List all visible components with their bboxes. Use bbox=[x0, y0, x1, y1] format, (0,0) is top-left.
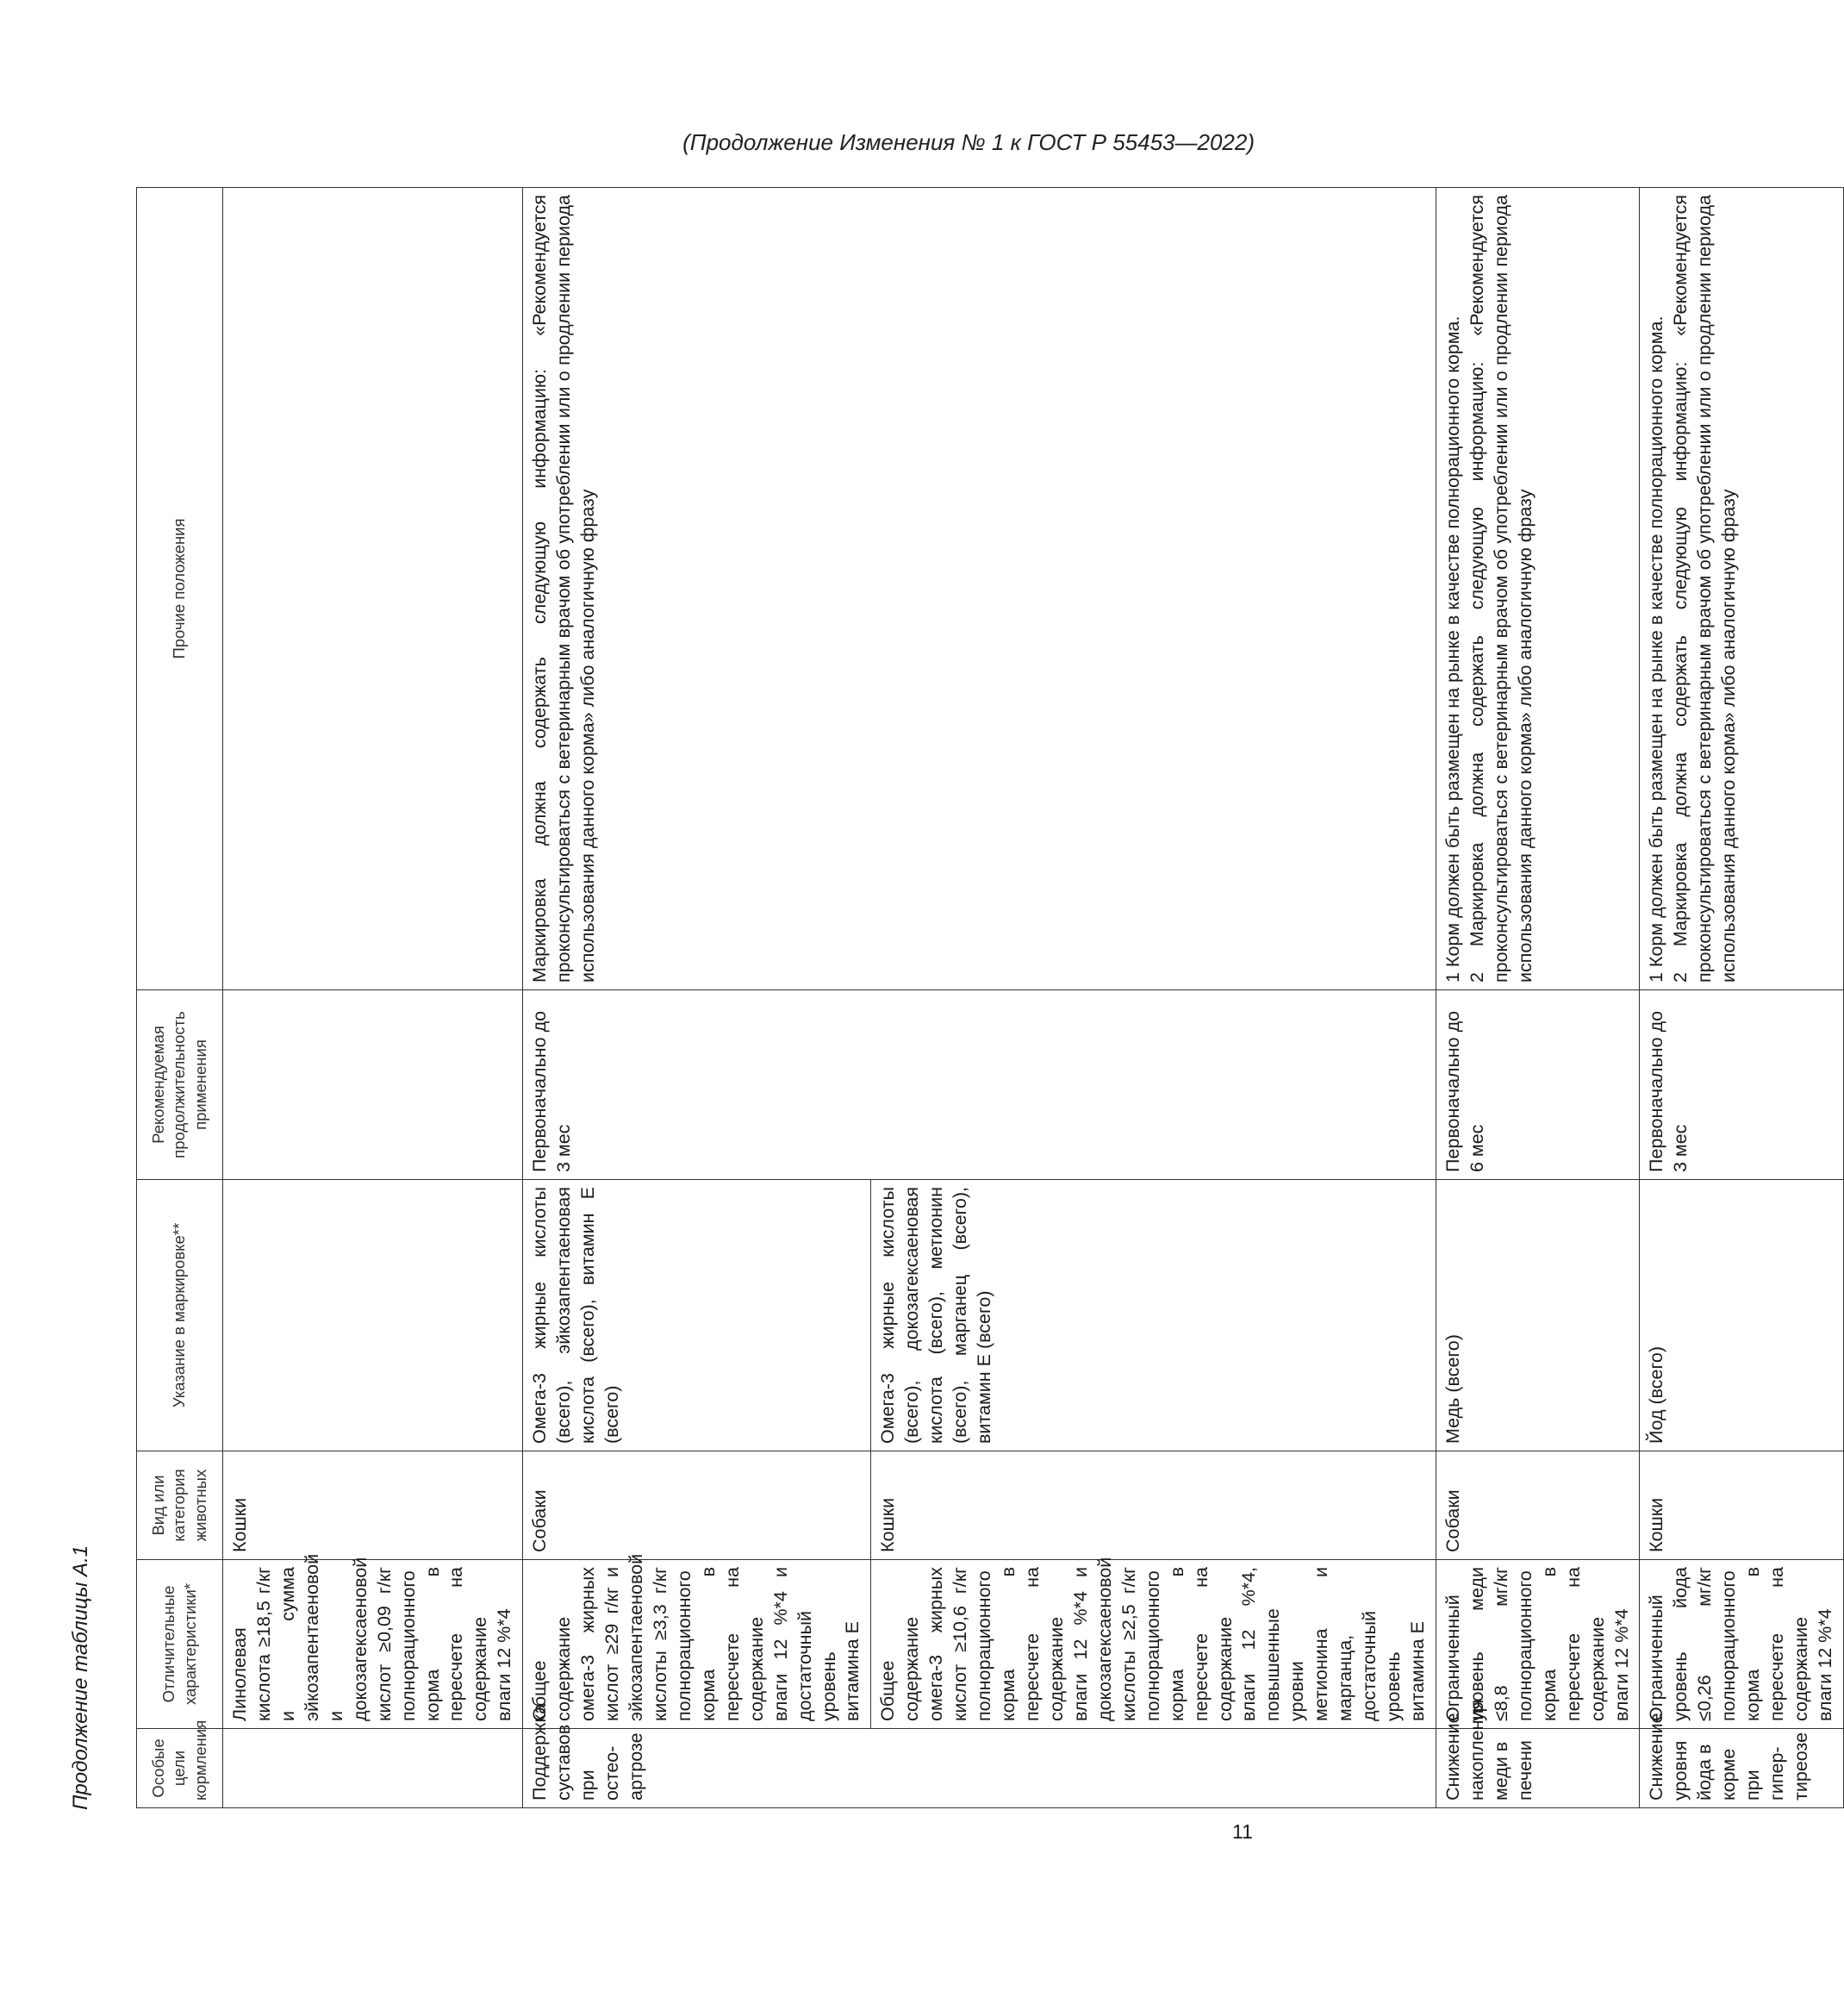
header-species: Вид или категория животных bbox=[137, 1451, 223, 1560]
table-container bbox=[136, 188, 1835, 1808]
cell-species: Кошки bbox=[1640, 1451, 1844, 1560]
header-purpose: Особые цели кормления bbox=[137, 1729, 223, 1808]
cell-purpose: Поддержка суставов при остео-артрозе bbox=[523, 1729, 1436, 1808]
cell-duration: Первоначально до 3 мес bbox=[1640, 990, 1844, 1180]
cell-labelling: Медь (всего) bbox=[1436, 1180, 1640, 1451]
cell-duration bbox=[223, 990, 523, 1180]
cell-purpose bbox=[223, 1729, 523, 1808]
header-labelling: Указание в маркировке** bbox=[137, 1180, 223, 1451]
cell-labelling: Омега-3 жирные кислоты (всего), докозагексаеновая кислота (всего), метионин (всего), марганец (всего), витамин Е (всего) bbox=[871, 1180, 1436, 1451]
cell-duration: Первоначально до 3 мес bbox=[523, 990, 1436, 1180]
table-caption: Продолжение таблицы А.1 bbox=[69, 1545, 92, 1810]
cell-labelling: Омега-3 жирные кислоты (всего), эйкозапентаеновая кислота (всего), витамин Е (всего) bbox=[523, 1180, 871, 1451]
cell-species: Кошки bbox=[871, 1451, 1436, 1560]
table-row bbox=[1640, 188, 1844, 1808]
cell-other: 1 Корм должен быть размещен на рынке в качестве полнорационного корма. 2 Маркировка должна содержать следующую информацию: «Рекомендуется проконсультироваться с ветеринарным врачом об употреблении или о продлении периода использования данного корма» либо аналогичную фразу bbox=[1640, 188, 1844, 990]
cell-characteristics: Ограниченный уровень йода ≤0,26 мг/кг полнорационного корма в пересчете на содержание влаги 12 %*4 bbox=[1640, 1560, 1844, 1729]
header-other: Прочие положения bbox=[137, 188, 223, 990]
cell-species: Собаки bbox=[523, 1451, 871, 1560]
page-number: 11 bbox=[1232, 1820, 1253, 1843]
cell-purpose: Снижение накопления меди в печени bbox=[1436, 1729, 1640, 1808]
cell-other: Маркировка должна содержать следующую информацию: «Рекомендуется проконсультироваться с ветеринарным врачом об употреблении или о продлении периода использования данного корма» либо аналогичную фразу bbox=[523, 188, 1436, 990]
requirements-table bbox=[136, 187, 1844, 1808]
cell-characteristics: Общее содержание омега-3 жирных кислот ≥29 г/кг и эйкозапентаеновой кислоты ≥3,3 г/кг полнорационного корма в пересчете на содержание влаги 12 %*4 и достаточный уровень витамина Е bbox=[523, 1560, 871, 1729]
cell-other bbox=[223, 188, 523, 990]
cell-duration: Первоначально до 6 мес bbox=[1436, 990, 1640, 1180]
document-header-note: (Продолжение Изменения № 1 к ГОСТ Р 55453—2022) bbox=[682, 129, 1255, 155]
cell-characteristics: Ограниченный уровень меди ≤8,8 мг/кг полнорационного корма в пересчете на содержание влаги 12 %*4 bbox=[1436, 1560, 1640, 1729]
cell-labelling: Йод (всего) bbox=[1640, 1180, 1844, 1451]
cell-characteristics: Линолевая кислота ≥18,5 г/кг и сумма эйкозапентаеновой и докозагексаеновой кислот ≥0,09 г/кг полнорационного корма в пересчете на содержание влаги 12 %*4 bbox=[223, 1560, 523, 1729]
cell-other: 1 Корм должен быть размещен на рынке в качестве полнорационного корма. 2 Маркировка должна содержать следующую информацию: «Рекомендуется проконсультироваться с ветеринарным врачом об употреблении или о продлении периода использования данного корма» либо аналогичную фразу bbox=[1436, 188, 1640, 990]
cell-characteristics: Общее содержание омега-3 жирных кислот ≥10,6 г/кг полнорационного корма в пересчете на содержание влаги 12 %*4 и докозагексаеновой кислоты ≥2,5 г/кг полнорационного корма в пересчете на содержание влаги 12 %*4, повышенные уровни метионина и марганца, достаточный уровень витамина Е bbox=[871, 1560, 1436, 1729]
table-row bbox=[523, 188, 871, 1808]
cell-purpose: Снижение уровня йода в корме при гипер-тиреозе bbox=[1640, 1729, 1844, 1808]
cell-labelling bbox=[223, 1180, 523, 1451]
table-row bbox=[223, 188, 523, 1808]
header-characteristics: Отличительные характеристики* bbox=[137, 1560, 223, 1729]
table-header-row bbox=[137, 188, 223, 1808]
header-duration: Рекомендуемая продолжительность применения bbox=[137, 990, 223, 1180]
cell-species: Собаки bbox=[1436, 1451, 1640, 1560]
table-row bbox=[1436, 188, 1640, 1808]
cell-species: Кошки bbox=[223, 1451, 523, 1560]
